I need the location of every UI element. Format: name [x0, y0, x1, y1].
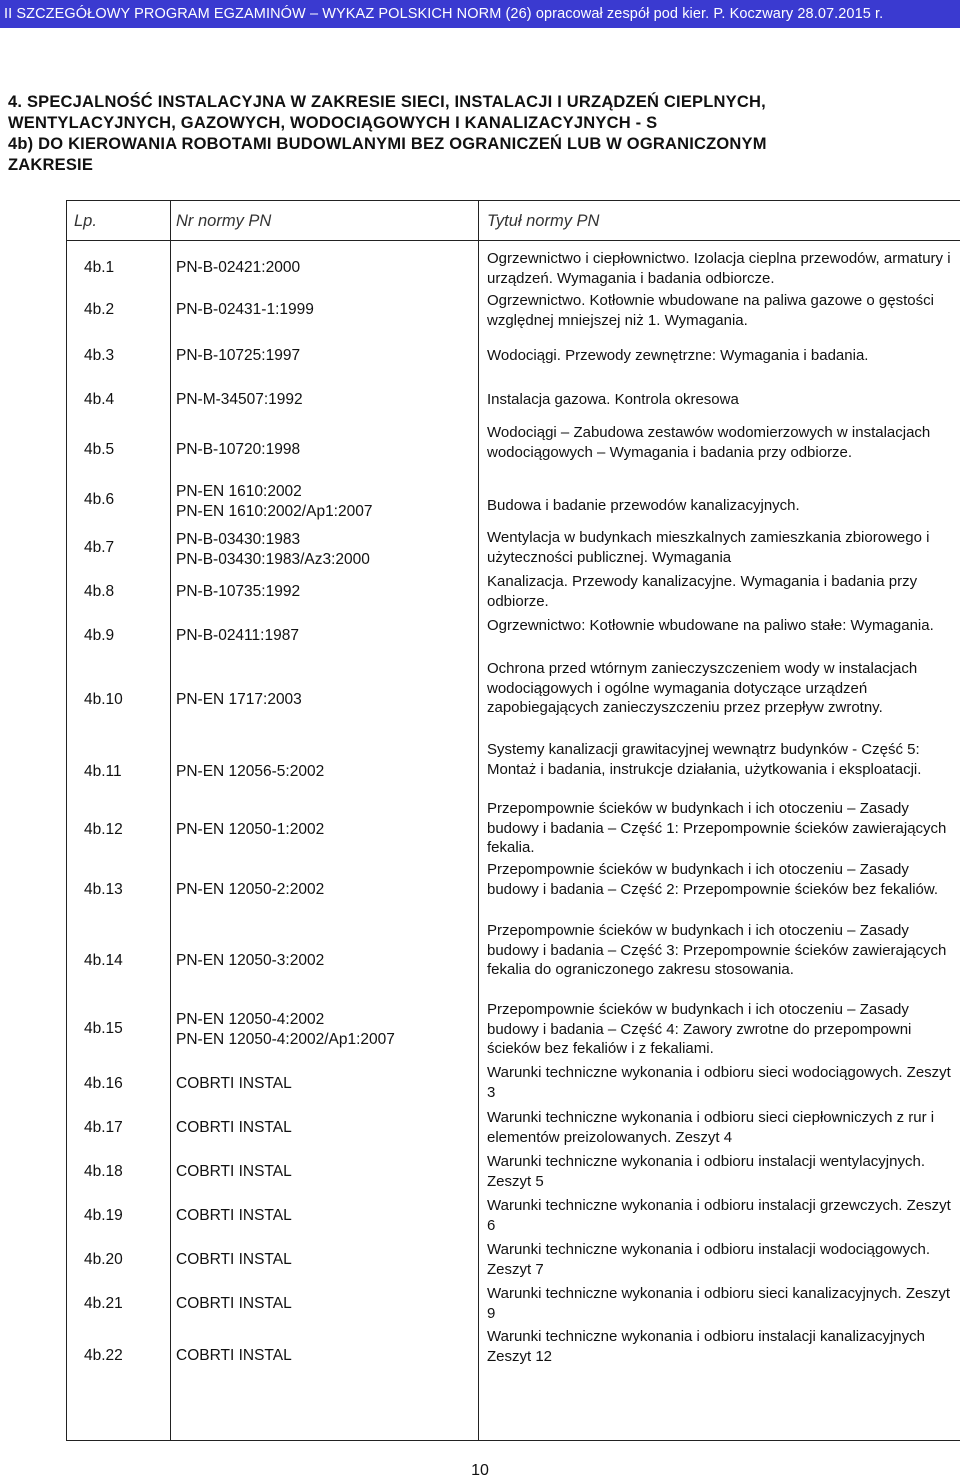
row-norm-title: Przepompownie ścieków w budynkach i ich otoczeniu – Zasady budowy i badania – Część 3: Przepompownie ścieków zawierających fekalia do ograniczonego zakresu stosowania.: [487, 922, 947, 978]
table-border-top: [66, 200, 960, 201]
row-lp: 4b.11: [84, 763, 122, 780]
row-lp: 4b.8: [84, 583, 115, 600]
row-norm-number: PN-M-34507:1992: [176, 391, 303, 408]
row-lp: 4b.10: [84, 691, 123, 708]
row-norm-number: PN-B-02411:1987: [176, 627, 299, 644]
row-norm-number: PN-EN 12050-3:2002: [176, 952, 325, 969]
column-header-lp: Lp.: [74, 212, 97, 230]
row-norm-title: Przepompownie ścieków w budynkach i ich otoczeniu – Zasady budowy i badania – Część 2: Przepompownie ścieków bez fekaliów.: [487, 861, 939, 898]
table-border-col2: [478, 200, 479, 1440]
row-norm-title: Warunki techniczne wykonania i odbioru sieci ciepłowniczych z rur i elementów preizolowanych. Zeszyt 4: [487, 1109, 935, 1146]
row-norm-number: PN-B-10725:1997: [176, 347, 301, 364]
row-lp: 4b.4: [84, 391, 115, 408]
row-norm-number: PN-B-02421:2000: [176, 259, 301, 276]
row-lp: 4b.5: [84, 441, 115, 458]
row-norm-number: PN-EN 1717:2003: [176, 691, 302, 708]
row-norm-number: PN-EN 1610:2002/Ap1:2007: [176, 503, 373, 520]
row-norm-number: COBRTI INSTAL: [176, 1207, 292, 1224]
title-line: ZAKRESIE: [8, 156, 94, 174]
row-lp: 4b.21: [84, 1295, 123, 1312]
row-lp: 4b.1: [84, 259, 115, 276]
row-lp: 4b.7: [84, 539, 115, 556]
row-lp: 4b.16: [84, 1075, 123, 1092]
row-norm-title: Warunki techniczne wykonania i odbioru sieci kanalizacyjnych. Zeszyt 9: [487, 1285, 950, 1322]
row-lp: 4b.2: [84, 301, 115, 318]
table-header-rule: [66, 240, 960, 241]
row-lp: 4b.17: [84, 1119, 123, 1136]
row-lp: 4b.18: [84, 1163, 123, 1180]
row-norm-number: COBRTI INSTAL: [176, 1251, 292, 1268]
row-norm-title: Przepompownie ścieków w budynkach i ich otoczeniu – Zasady budowy i badania – Część 4: Zawory zwrotne do przepompowni ścieków bez fekaliów i z fekaliami.: [487, 1001, 912, 1057]
row-norm-number: PN-B-03430:1983: [176, 531, 301, 548]
table-border-bottom: [66, 1440, 960, 1441]
row-lp: 4b.6: [84, 491, 115, 508]
row-norm-title: Ochrona przed wtórnym zanieczyszczeniem wody w instalacjach wodociągowych i ogólne wymagania dotyczące urządzeń zapobiegających zanieczyszczeniu przez przepływ zwrotny.: [487, 660, 918, 716]
page-number: 10: [471, 1462, 489, 1479]
row-lp: 4b.3: [84, 347, 115, 364]
row-norm-title: Warunki techniczne wykonania i odbioru instalacji kanalizacyjnych Zeszyt 12: [487, 1328, 925, 1365]
row-norm-title: Wodociągi. Przewody zewnętrzne: Wymagania i badania.: [487, 347, 869, 364]
row-norm-number: PN-EN 12050-2:2002: [176, 881, 325, 898]
row-norm-title: Ogrzewnictwo i ciepłownictwo. Izolacja cieplna przewodów, armatury i urządzeń. Wymagania i badania odbiorcze.: [487, 250, 951, 287]
row-norm-number: PN-B-10735:1992: [176, 583, 301, 600]
row-norm-number: PN-B-03430:1983/Az3:2000: [176, 551, 370, 568]
row-norm-number: COBRTI INSTAL: [176, 1075, 292, 1092]
title-line: 4. SPECJALNOŚĆ INSTALACYJNA W ZAKRESIE SIECI, INSTALACJI I URZĄDZEŃ CIEPLNYCH,: [8, 93, 766, 111]
row-norm-title: Ogrzewnictwo: Kotłownie wbudowane na paliwo stałe: Wymagania.: [487, 617, 934, 634]
row-norm-title: Warunki techniczne wykonania i odbioru instalacji wodociągowych. Zeszyt 7: [487, 1241, 931, 1278]
row-norm-title: Wodociągi – Zabudowa zestawów wodomierzowych w instalacjach wodociągowych – Wymagania i badania przy odbiorze.: [487, 424, 931, 461]
row-lp: 4b.13: [84, 881, 123, 898]
row-norm-title: Warunki techniczne wykonania i odbioru instalacji grzewczych. Zeszyt 6: [487, 1197, 951, 1234]
row-norm-title: Wentylacja w budynkach mieszkalnych zamieszkania zbiorowego i użyteczności publicznej. Wymagania: [487, 529, 930, 566]
row-norm-number: PN-EN 12056-5:2002: [176, 763, 325, 780]
row-norm-title: Przepompownie ścieków w budynkach i ich otoczeniu – Zasady budowy i badania – Część 1: Przepompownie ścieków zawierających fekalia.: [487, 800, 947, 856]
row-norm-number: COBRTI INSTAL: [176, 1119, 292, 1136]
column-header-nr: Nr normy PN: [176, 212, 272, 230]
row-norm-number: PN-B-02431-1:1999: [176, 301, 314, 318]
row-norm-title: Systemy kanalizacji grawitacyjnej wewnątrz budynków - Część 5: Montaż i badania, instrukcje działania, użytkowania i eksploatacji.: [487, 741, 922, 778]
row-lp: 4b.19: [84, 1207, 123, 1224]
row-lp: 4b.12: [84, 821, 123, 838]
row-norm-number: PN-EN 12050-4:2002/Ap1:2007: [176, 1031, 395, 1048]
row-norm-title: Warunki techniczne wykonania i odbioru sieci wodociągowych. Zeszyt 3: [487, 1064, 951, 1101]
column-header-title: Tytuł normy PN: [487, 212, 600, 230]
row-norm-title: Kanalizacja. Przewody kanalizacyjne. Wymagania i badania przy odbiorze.: [487, 573, 918, 610]
row-norm-number: COBRTI INSTAL: [176, 1347, 292, 1364]
row-norm-title: Ogrzewnictwo. Kotłownie wbudowane na paliwa gazowe o gęstości względnej mniejszej niż 1. Wymagania.: [487, 292, 934, 329]
row-norm-number: COBRTI INSTAL: [176, 1163, 292, 1180]
row-norm-number: PN-EN 12050-1:2002: [176, 821, 325, 838]
section-title: [8, 92, 938, 176]
row-norm-number: PN-B-10720:1998: [176, 441, 301, 458]
row-lp: 4b.14: [84, 952, 123, 969]
row-norm-number: PN-EN 1610:2002: [176, 483, 302, 500]
title-line: 4b) DO KIEROWANIA ROBOTAMI BUDOWLANYMI BEZ OGRANICZEŃ LUB W OGRANICZONYM: [8, 135, 767, 153]
running-header: II SZCZEGÓŁOWY PROGRAM EGZAMINÓW – WYKAZ POLSKICH NORM (26) opracował zespół pod kier. P. Koczwary 28.07.2015 r.: [0, 0, 960, 28]
row-norm-number: PN-EN 12050-4:2002: [176, 1011, 325, 1028]
table-border-col1: [170, 200, 171, 1440]
row-norm-title: Budowa i badanie przewodów kanalizacyjnych.: [487, 497, 800, 514]
row-lp: 4b.22: [84, 1347, 123, 1364]
row-norm-title: Warunki techniczne wykonania i odbioru instalacji wentylacyjnych. Zeszyt 5: [487, 1153, 925, 1190]
row-norm-number: COBRTI INSTAL: [176, 1295, 292, 1312]
row-lp: 4b.9: [84, 627, 115, 644]
row-lp: 4b.20: [84, 1251, 123, 1268]
table-border-left: [66, 200, 67, 1440]
row-lp: 4b.15: [84, 1020, 123, 1037]
row-norm-title: Instalacja gazowa. Kontrola okresowa: [487, 391, 739, 408]
title-line: WENTYLACYJNYCH, GAZOWYCH, WODOCIĄGOWYCH I KANALIZACYJNYCH - S: [8, 114, 658, 132]
